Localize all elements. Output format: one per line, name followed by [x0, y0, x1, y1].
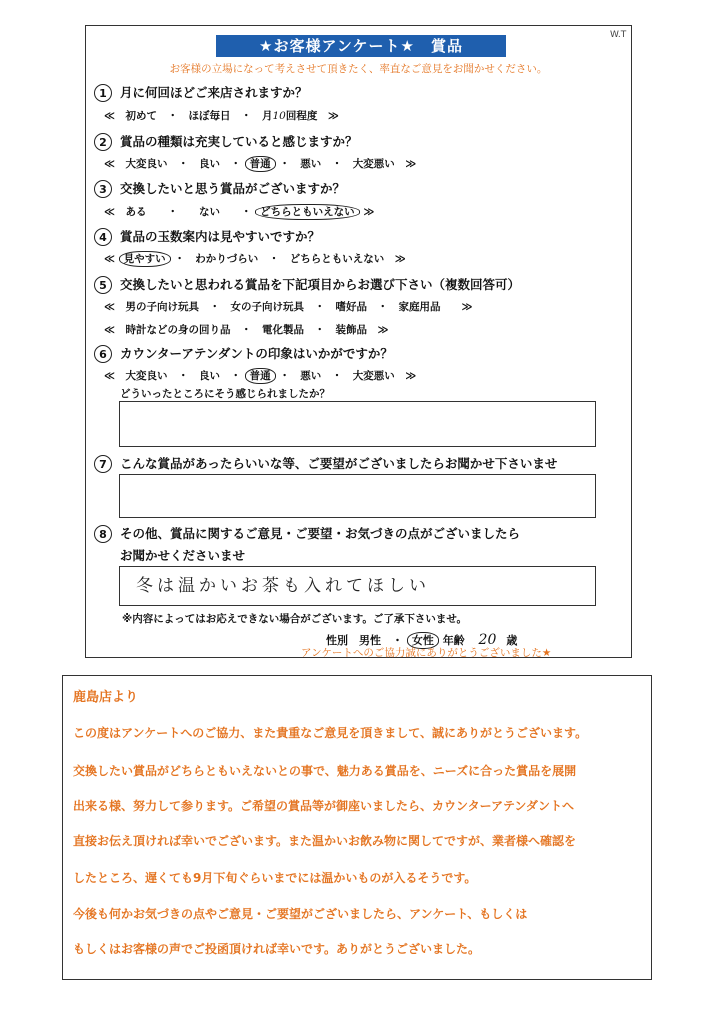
question-6	[94, 344, 393, 363]
reply-line: 交換したい賞品がどちらともいえないとの事で、魅力ある賞品を、ニーズに合った賞品を展開	[73, 764, 577, 778]
reply-line: この度はアンケートへのご協力、また貴重なご意見を頂きまして、誠にありがとうございます。	[73, 726, 588, 740]
question-5	[94, 275, 520, 294]
options-text: ・ 悪い ・ 大変悪い ≫	[279, 158, 417, 170]
question-text: 交換したいと思われる賞品を下記項目からお選び下さい（複数回答可）	[120, 277, 521, 292]
survey-form	[85, 25, 632, 658]
question-8	[94, 524, 520, 543]
reply-line: 直接お伝え頂ければ幸いでございます。また温かいお飲み物に関してですが、業者様へ確認を	[73, 834, 577, 848]
question-2	[94, 132, 358, 151]
age-value: 20	[478, 632, 497, 648]
question-number: 1	[94, 84, 112, 102]
question-text: カウンターアテンダントの印象はいかがですか？	[120, 346, 393, 361]
question-text: 月に何回ほどご来店されますか？	[120, 85, 308, 100]
disclaimer-note: ※内容によってはお応えできない場合がございます。ご了承下さいませ。	[122, 613, 468, 625]
options-text: ≪ ある ・ ない ・	[104, 206, 252, 218]
question-text: 賞品の種類は充実していると感じますか？	[120, 134, 358, 149]
reply-title: 鹿島店より	[73, 690, 139, 705]
question-7-answer-box	[119, 474, 596, 518]
question-number: 4	[94, 228, 112, 246]
visit-count-answer: 10	[272, 110, 286, 122]
question-3	[94, 179, 345, 198]
gender-label: 性別 男性 ・	[326, 634, 403, 647]
options-text: ≪ 初めて ・ ほぼ毎日 ・ 月	[104, 110, 273, 122]
question-5-options-row1: ≪ 男の子向け玩具 ・ 女の子向け玩具 ・ 嗜好品 ・ 家庭用品 ≫	[104, 301, 473, 313]
options-text: ・ わかりづらい ・ どちらともいえない ≫	[174, 253, 406, 265]
selected-option: 見やすい	[119, 251, 171, 267]
question-7	[94, 454, 557, 473]
question-number: 2	[94, 133, 112, 151]
question-text: こんな賞品があったらいいな等、ご要望がございましたらお聞かせ下さいませ	[120, 456, 558, 471]
options-text: ≪	[104, 253, 115, 265]
question-4-options	[104, 251, 406, 266]
thanks-message: アンケートへのご協力誠にありがとうございました★	[301, 647, 552, 659]
selected-option: 普通	[245, 368, 276, 384]
question-text: その他、賞品に関するご意見・ご要望・お気づきの点がございましたら	[120, 526, 521, 541]
reply-line: もしくはお客様の声でご投函頂ければ幸いです。ありがとうございました。	[73, 942, 481, 956]
age-label: 年齢	[442, 634, 465, 647]
options-text: ≪ 大変良い ・ 良い ・	[104, 158, 241, 170]
question-8-line2: お聞かせくださいませ	[120, 548, 246, 563]
options-text: ・ 悪い ・ 大変悪い ≫	[279, 370, 417, 382]
question-3-options	[104, 204, 374, 219]
question-number: 7	[94, 455, 112, 473]
question-text: 賞品の玉数案内は見やすいですか？	[120, 229, 321, 244]
question-6-options	[104, 368, 416, 383]
reply-line: 出来る様、努力して参ります。ご希望の賞品等が御座いましたら、カウンターアテンダントへ	[73, 799, 575, 813]
question-text: 交換したいと思う賞品がございますか？	[120, 181, 346, 196]
reply-line: 今後も何かお気づきの点やご意見・ご要望がございましたら、アンケート、もしくは	[73, 907, 528, 921]
options-text: 回程度 ≫	[285, 110, 339, 122]
question-8-handwritten-answer: 冬は温かいお茶も入れてほしい	[136, 576, 430, 596]
selected-option: 普通	[245, 156, 276, 172]
question-6-subquestion: どういったところにそう感じられましたか？	[120, 388, 330, 400]
question-2-options	[104, 156, 416, 171]
question-1	[94, 83, 308, 102]
gender-selected: 女性	[407, 632, 439, 649]
question-4	[94, 227, 320, 246]
question-number: 5	[94, 276, 112, 294]
store-reply-box	[62, 675, 652, 980]
survey-title: ★お客様アンケート★ 賞品	[216, 35, 506, 57]
question-5-options-row2: ≪ 時計などの身の回り品 ・ 電化製品 ・ 装飾品 ≫	[104, 324, 389, 336]
reply-line: したところ、遅くても9月下旬ぐらいまでには温かいものが入るそうです。	[73, 871, 477, 885]
options-text: ≪ 大変良い ・ 良い ・	[104, 370, 241, 382]
question-6-answer-box	[119, 401, 596, 447]
options-text: ≫	[363, 206, 375, 218]
age-unit: 歳	[506, 634, 518, 647]
question-number: 3	[94, 180, 112, 198]
corner-initials: W.T	[610, 30, 627, 40]
question-number: 6	[94, 345, 112, 363]
question-number: 8	[94, 525, 112, 543]
survey-intro: お客様の立場になって考えさせて頂きたく、率直なご意見をお聞かせください。	[169, 63, 548, 75]
selected-option: どちらともいえない	[255, 204, 360, 220]
question-1-options	[104, 108, 339, 123]
